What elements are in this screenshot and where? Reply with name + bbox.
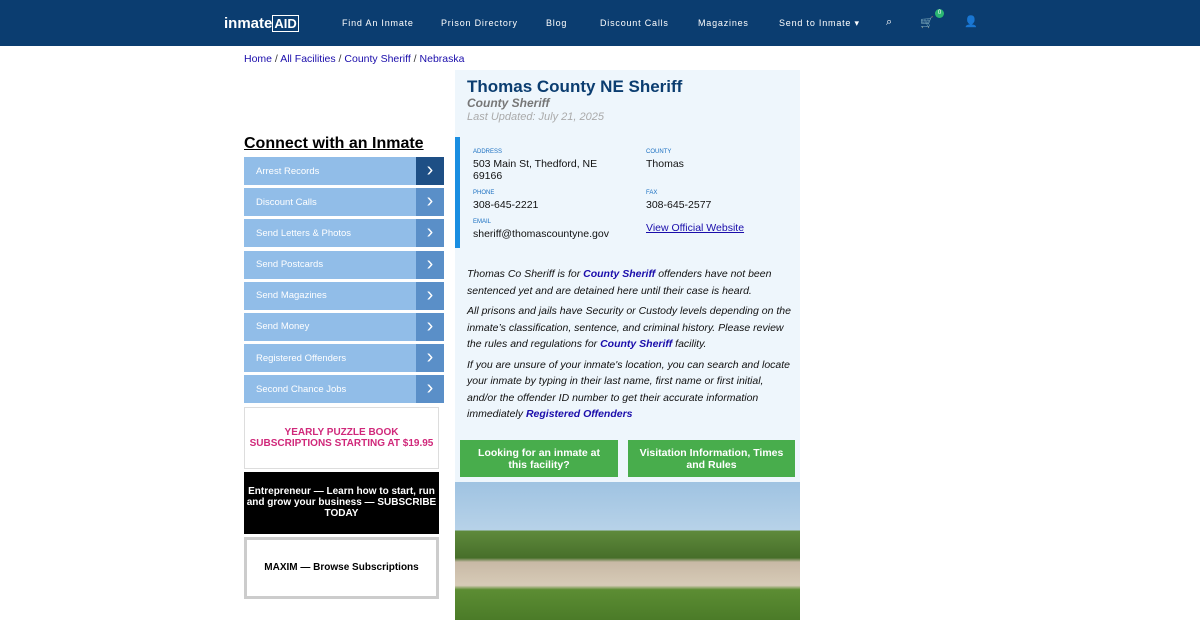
description [467, 266, 792, 427]
label: Discount Calls [256, 196, 317, 208]
text: All prisons and jails have Security or Custody levels depending on the inmate’s classification, sentence, and criminal history. Please review the rules and regulations for [467, 305, 791, 350]
ad-maxim[interactable]: MAXIM — Browse Subscriptions [244, 537, 439, 599]
cart-icon[interactable]: 🛒 [920, 17, 934, 29]
label: Second Chance Jobs [256, 383, 347, 395]
county-sheriff-link[interactable]: County Sheriff [600, 338, 673, 350]
facility-photo [455, 482, 800, 620]
address-value: 503 Main St, Thedford, NE 69166 [473, 158, 598, 182]
email-value: sheriff@thomascountyne.gov [473, 228, 609, 240]
nav-blog[interactable]: Blog [546, 18, 568, 28]
sidebar-item-registered-offenders[interactable] [244, 344, 444, 372]
fax-label: FAX [646, 190, 658, 196]
breadcrumb-nebraska[interactable]: Nebraska [419, 53, 465, 65]
phone-label: PHONE [473, 190, 495, 196]
chevron-right-icon: › [416, 344, 444, 372]
sidebar-item-second-chance-jobs[interactable] [244, 375, 444, 403]
sidebar-item-send-postcards[interactable] [244, 251, 444, 279]
facility-info [455, 137, 800, 248]
chevron-right-icon: › [416, 157, 444, 185]
nav-find-inmate[interactable]: Find An Inmate [342, 18, 414, 28]
label: Send Postcards [256, 259, 324, 271]
nav-prison-directory[interactable]: Prison Directory [441, 18, 518, 28]
sidebar-item-discount-calls[interactable] [244, 188, 444, 216]
phone-value: 308-645-2221 [473, 199, 539, 211]
last-updated: Last Updated: July 21, 2025 [467, 111, 604, 123]
address-label: ADDRESS [473, 149, 503, 155]
page-title: Thomas County NE Sheriff [467, 77, 683, 96]
text: If you are unsure of your inmate's location, you can search and locate your inmate by typing in their last name, first name or first initial, and/or the offender ID number to get their accurate information immediately [467, 358, 791, 420]
visitation-button[interactable]: Visitation Information, Times and Rules [628, 440, 795, 477]
label: Send Letters & Photos [256, 227, 352, 239]
ad-puzzle-book[interactable]: YEARLY PUZZLE BOOK SUBSCRIPTIONS STARTING AT $19.95 [244, 407, 439, 469]
official-website-link[interactable]: View Official Website [646, 222, 745, 234]
email-label: EMAIL [473, 219, 492, 225]
sidebar [244, 135, 444, 599]
fax-value: 308-645-2577 [646, 199, 712, 211]
label: Arrest Records [256, 165, 320, 177]
ad-entrepreneur[interactable]: Entrepreneur — Learn how to start, run and grow your business — SUBSCRIBE TODAY [244, 472, 439, 534]
logo[interactable] [224, 15, 299, 32]
county-sheriff-link[interactable]: County Sheriff [583, 268, 656, 280]
label: Send Money [256, 321, 310, 333]
find-inmate-button[interactable]: Looking for an inmate at this facility? [460, 440, 618, 477]
label: Registered Offenders [256, 352, 347, 364]
nav-send-to-inmate[interactable]: Send to Inmate ▾ [779, 18, 860, 28]
text: Thomas Co Sheriff is for [467, 268, 584, 280]
nav-magazines[interactable]: Magazines [698, 18, 749, 28]
label: Send Magazines [256, 290, 327, 302]
facility-type: County Sheriff [467, 96, 550, 110]
cart-badge: 0 [935, 9, 944, 18]
chevron-right-icon: › [416, 375, 444, 403]
text: facility. [672, 338, 707, 350]
breadcrumb-home[interactable]: Home [244, 53, 273, 65]
search-icon[interactable]: ⌕ [886, 16, 893, 28]
chevron-right-icon: › [416, 282, 444, 310]
breadcrumb-county-sheriff[interactable]: County Sheriff [344, 53, 411, 65]
user-icon[interactable]: 👤 [964, 16, 978, 28]
chevron-right-icon: › [416, 188, 444, 216]
registered-offenders-link[interactable]: Registered Offenders [525, 408, 633, 420]
breadcrumb-all-facilities[interactable]: All Facilities [280, 53, 336, 65]
breadcrumb: Home / All Facilities / County Sheriff / Nebraska [244, 53, 465, 65]
chevron-right-icon: › [416, 313, 444, 341]
text: offenders have not been sentenced yet and are detained here until their case is heard. [467, 268, 772, 297]
sidebar-item-arrest-records[interactable] [244, 157, 444, 185]
sidebar-item-send-money[interactable] [244, 313, 444, 341]
sidebar-item-send-letters[interactable] [244, 219, 444, 247]
chevron-right-icon: › [416, 219, 444, 247]
logo-text: inmate [224, 15, 273, 32]
sidebar-heading: Connect with an Inmate [244, 135, 424, 152]
county-label: COUNTY [646, 149, 672, 155]
sidebar-item-send-magazines[interactable] [244, 282, 444, 310]
chevron-right-icon: › [416, 251, 444, 279]
nav-discount-calls[interactable]: Discount Calls [600, 18, 669, 28]
facility-panel [455, 70, 800, 620]
logo-box: AID [274, 16, 297, 31]
county-value: Thomas [646, 158, 684, 170]
top-nav [0, 0, 1200, 46]
